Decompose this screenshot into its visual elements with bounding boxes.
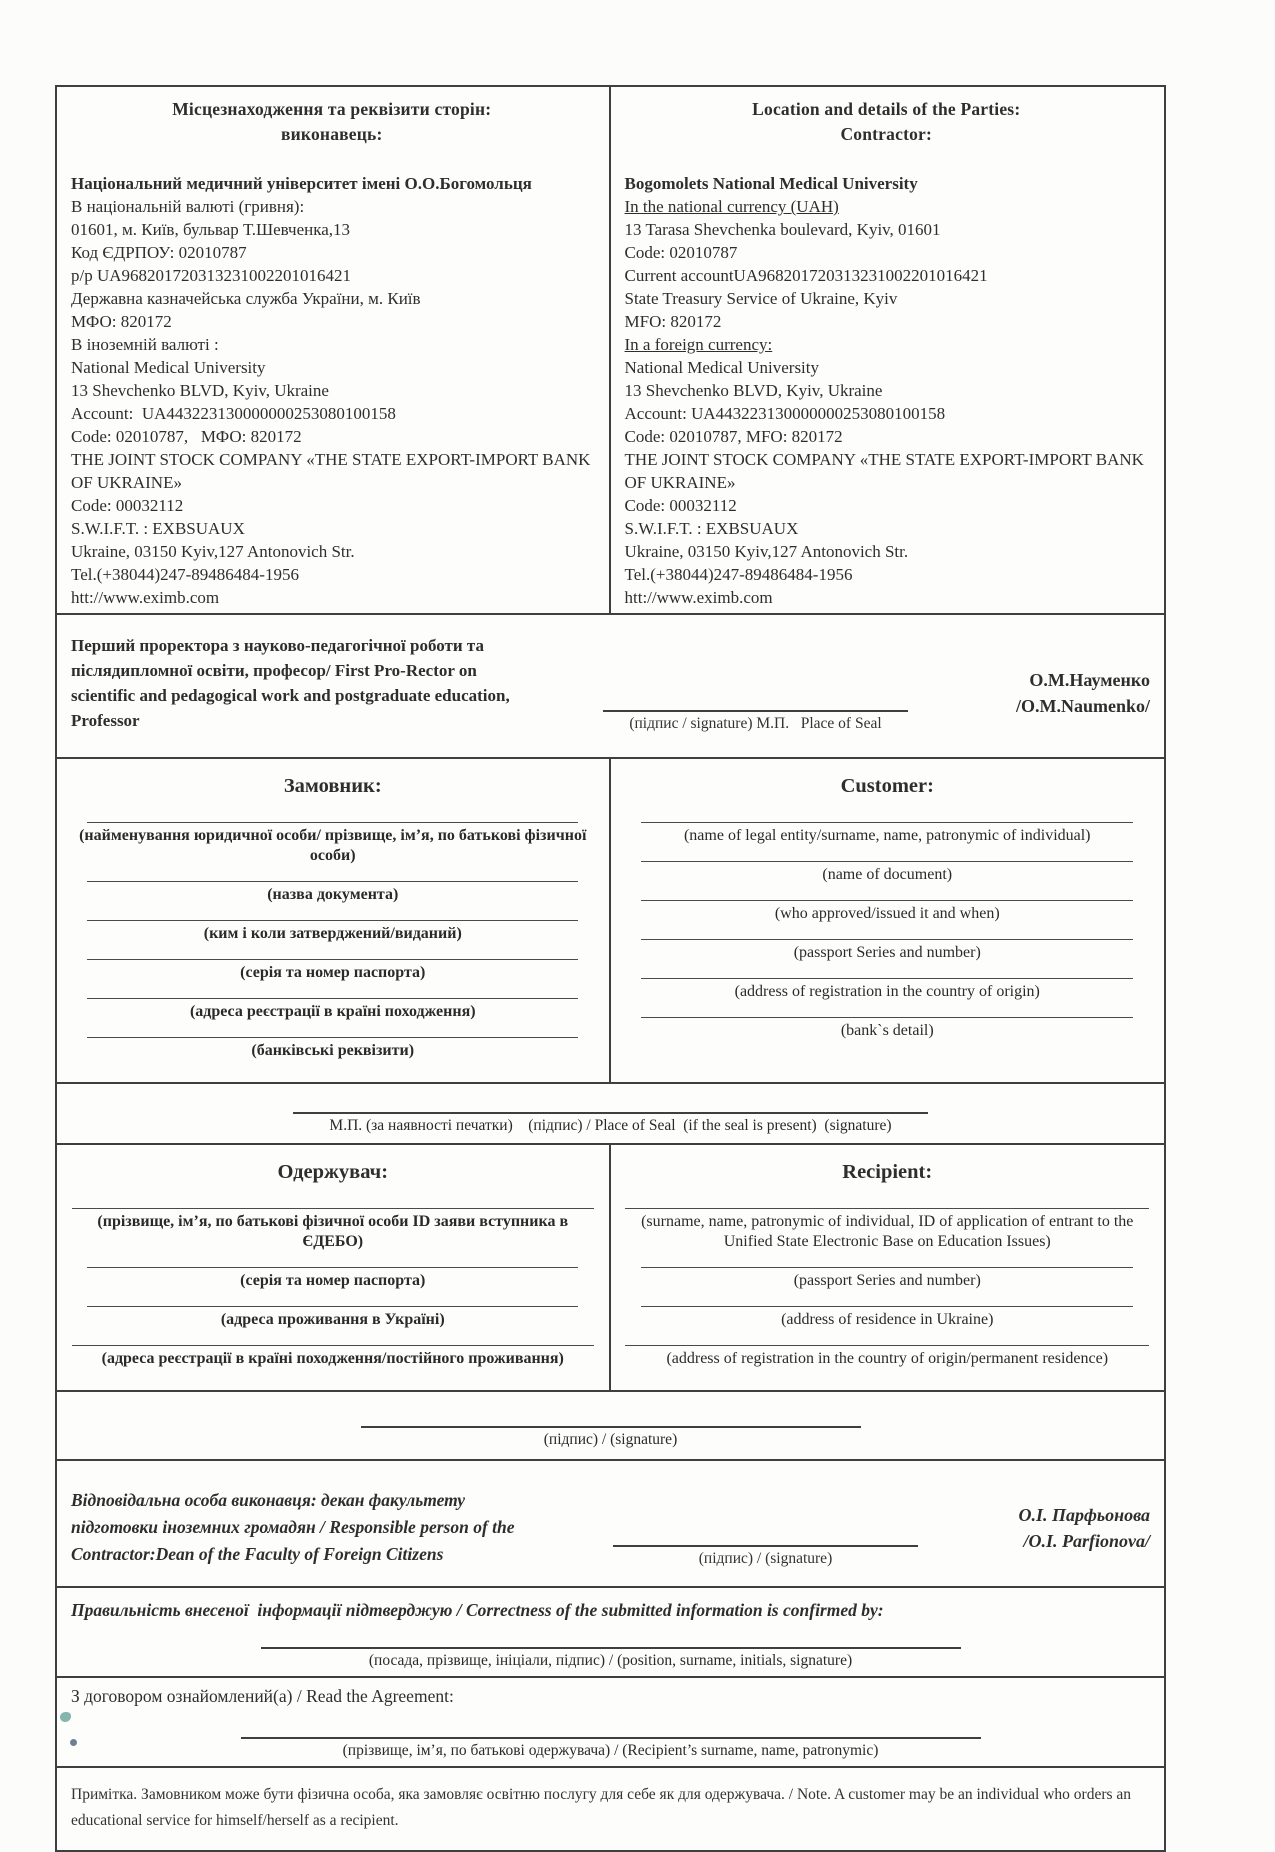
detail-line: Code: 02010787, МФО: 820172 — [71, 427, 302, 446]
contract-form — [55, 85, 1166, 1852]
detail-line: 13 Tarasa Shevchenka boulevard, Kyiv, 01601 — [624, 220, 941, 239]
agreement-title: З договором ознайомлений(а) / Read the Agreement: — [71, 1686, 454, 1706]
parties-details-section — [57, 87, 1164, 613]
signature-line — [241, 1737, 981, 1739]
form-field — [623, 1267, 1153, 1291]
form-field — [69, 959, 597, 983]
name-ua: О.І. Парфьонова — [1018, 1505, 1150, 1525]
recipient-ua — [57, 1145, 611, 1390]
form-field — [623, 1208, 1153, 1252]
form-field — [623, 939, 1153, 963]
prorector-signature-area — [603, 633, 908, 733]
detail-line: S.W.I.F.T. : EXBSUAUX — [71, 519, 245, 538]
prorector-signature-section — [57, 613, 1164, 757]
fill-in-line — [87, 920, 578, 921]
form-field — [623, 1345, 1153, 1369]
org-name: Bogomolets National Medical University — [624, 174, 918, 193]
form-field — [69, 822, 597, 866]
fill-in-line — [87, 1267, 578, 1268]
form-field — [623, 822, 1153, 846]
name-en: /O.I. Parfionova/ — [1023, 1531, 1150, 1551]
form-field — [69, 881, 597, 905]
detail-line: В іноземній валюті : — [71, 335, 219, 354]
field-caption: (surname, name, patronymic of individual, ID of application of entrant to the Unified State Electronic Base on Education Issues) — [641, 1213, 1138, 1250]
detail-line: S.W.I.F.T. : EXBSUAUX — [624, 519, 799, 538]
detail-line: р/р UA968201720313231002201016421 — [71, 266, 352, 285]
field-caption: (найменування юридичної особи/ прізвище, ім’я, по батькові фізичної особи) — [79, 827, 591, 864]
fill-in-line — [87, 1306, 578, 1307]
detail-line: State Treasury Service of Ukraine, Kyiv — [624, 289, 898, 308]
scan-artifact-dot — [70, 1739, 77, 1746]
form-field — [623, 861, 1153, 885]
detail-line: MFO: 820172 — [624, 312, 722, 331]
detail-line: In the national currency (UAH) — [624, 197, 839, 216]
detail-line: 13 Shevchenko BLVD, Kyiv, Ukraine — [624, 381, 883, 400]
responsible-signature-area — [613, 1487, 918, 1568]
form-field — [623, 900, 1153, 924]
field-caption: (серія та номер паспорта) — [240, 964, 426, 981]
responsible-name — [918, 1487, 1150, 1568]
recipient-en — [611, 1145, 1165, 1390]
field-caption: (ким і коли затверджений/виданий) — [203, 925, 462, 942]
name-ua: О.М.Науменко — [1029, 670, 1150, 690]
prorector-name — [908, 633, 1150, 733]
field-caption: (прізвище, ім’я, по батькові фізичної особи ID заяви вступника в ЄДЕБО) — [97, 1213, 573, 1250]
header-line: виконавець: — [280, 124, 383, 144]
detail-line: Code: 02010787 — [624, 243, 738, 262]
detail-line: Державна казначейська служба України, м. Київ — [71, 289, 421, 308]
field-caption: (bank`s detail) — [840, 1022, 934, 1039]
signature-line — [293, 1112, 928, 1114]
form-field — [623, 978, 1153, 1002]
form-field — [69, 1267, 597, 1291]
field-caption: (банківські реквізити) — [251, 1042, 415, 1059]
signature-line — [613, 1545, 918, 1547]
fill-in-line — [641, 978, 1133, 979]
fill-in-line — [641, 900, 1133, 901]
signature-caption: (підпис / signature) М.П. Place of Seal — [629, 715, 882, 732]
customer-ua — [57, 759, 611, 1082]
field-caption: (passport Series and number) — [793, 944, 981, 961]
responsible-title: Відповідальна особа виконавця: декан факультету підготовки іноземних громадян / Responsible person of the Contractor:Dean of the Faculty of Foreign Citizens — [71, 1490, 515, 1564]
recipient-header-en: Recipient: — [842, 1161, 933, 1183]
form-field — [623, 1017, 1153, 1041]
signature-caption: (підпис) / (signature) — [543, 1431, 678, 1448]
form-field — [69, 1037, 597, 1061]
signature-strip-section — [57, 1390, 1164, 1459]
customer-section — [57, 757, 1164, 1082]
detail-line: Ukraine, 03150 Kyiv,127 Antonovich Str. — [71, 542, 355, 561]
form-field — [69, 920, 597, 944]
detail-line: Tel.(+38044)247-89486484-1956 — [624, 565, 853, 584]
seal-caption: М.П. (за наявності печатки) (підпис) / Place of Seal (if the seal is present) (signature) — [329, 1117, 892, 1134]
fill-in-line — [87, 998, 578, 999]
prorector-title: Перший проректора з науково-педагогічної роботи та післядипломної освіти, професор/ First Pro-Rector on scientific and pedagogical work and postgraduate education, Professor — [71, 636, 510, 730]
detail-line: 13 Shevchenko BLVD, Kyiv, Ukraine — [71, 381, 329, 400]
customer-header-ua: Замовник: — [283, 775, 382, 797]
header-line: Location and details of the Parties: — [752, 99, 1021, 119]
correctness-caption: (посада, прізвище, ініціали, підпис) / (position, surname, initials, signature) — [368, 1652, 853, 1669]
org-name: Національний медичний університет імені О.О.Богомольця — [71, 174, 532, 193]
field-caption: (address of registration in the country of origin) — [734, 983, 1040, 1000]
detail-line: Code: 00032112 — [624, 496, 737, 515]
agreement-caption: (прізвище, ім’я, по батькові одержувача) / (Recipient’s surname, name, patronymic) — [342, 1742, 879, 1759]
field-caption: (who approved/issued it and when) — [774, 905, 1000, 922]
correctness-section — [57, 1586, 1164, 1676]
customer-header-en: Customer: — [840, 775, 934, 797]
detail-line: В національній валюті (гривня): — [71, 197, 305, 216]
field-caption: (name of legal entity/surname, name, patronymic of individual) — [683, 827, 1091, 844]
website-url: htt://www.eximb.com — [624, 588, 773, 607]
detail-line: THE JOINT STOCK COMPANY «THE STATE EXPORT-IMPORT BANK OF UKRAINE» — [71, 450, 595, 492]
contractor-details-en — [625, 172, 1149, 609]
fill-in-line — [641, 1267, 1133, 1268]
field-caption: (passport Series and number) — [793, 1272, 981, 1289]
field-caption: (адреса реєстрації в країні походження/постійного проживання) — [101, 1350, 564, 1367]
detail-line: Code: 00032112 — [71, 496, 184, 515]
parties-details-en — [611, 87, 1165, 613]
fill-in-line — [641, 1306, 1133, 1307]
customer-en — [611, 759, 1165, 1082]
field-caption: (name of document) — [822, 866, 953, 883]
form-field — [69, 998, 597, 1022]
fill-in-line — [641, 822, 1133, 823]
form-field — [69, 1306, 597, 1330]
signature-caption: (підпис) / (signature) — [698, 1550, 833, 1567]
detail-line: Account: UA443223130000000253080100158 — [624, 404, 946, 423]
fill-in-line — [87, 959, 578, 960]
detail-line: Tel.(+38044)247-89486484-1956 — [71, 565, 299, 584]
agreement-section — [57, 1676, 1164, 1766]
seal-strip-section — [57, 1082, 1164, 1143]
responsible-person-section — [57, 1459, 1164, 1586]
detail-line: Account: UA443223130000000253080100158 — [71, 404, 396, 423]
detail-line: National Medical University — [71, 358, 266, 377]
website-url: htt://www.eximb.com — [71, 588, 220, 607]
fill-in-line — [641, 939, 1133, 940]
detail-line: МФО: 820172 — [71, 312, 172, 331]
fill-in-line — [625, 1345, 1149, 1346]
contractor-details-ua — [71, 172, 593, 609]
fill-in-line — [641, 1017, 1133, 1018]
form-field — [69, 1208, 597, 1252]
name-en: /O.M.Naumenko/ — [1015, 696, 1150, 716]
correctness-title: Правильність внесеної інформації підтверджую / Correctness of the submitted information is confirmed by: — [71, 1600, 884, 1620]
field-caption: (назва документа) — [267, 886, 399, 903]
fill-in-line — [72, 1208, 594, 1209]
field-caption: (адреса реєстрації в країні походження) — [189, 1003, 476, 1020]
recipient-header-ua: Одержувач: — [277, 1161, 389, 1183]
detail-line: Current accountUA968201720313231002201016421 — [624, 266, 988, 285]
field-caption: (адреса проживання в Україні) — [220, 1311, 445, 1328]
form-field — [69, 1345, 597, 1369]
parties-details-ua — [57, 87, 611, 613]
signature-line — [603, 710, 908, 712]
signature-line — [261, 1647, 961, 1649]
fill-in-line — [72, 1345, 594, 1346]
note-text: Примітка. Замовником може бути фізична особа, яка замовляє освітню послугу для себе як для одержувача. / Note. A customer may be an individual who orders an educational service for himself/herself as a recipient. — [71, 1786, 1132, 1829]
field-caption: (серія та номер паспорта) — [240, 1272, 426, 1289]
header-line: Місцезнаходження та реквізити сторін: — [172, 99, 492, 119]
detail-line: 01601, м. Київ, бульвар Т.Шевченка,13 — [71, 220, 351, 239]
detail-line: In a foreign currency: — [624, 335, 773, 354]
section-header-ua — [71, 97, 593, 147]
field-caption: (address of registration in the country of origin/permanent residence) — [666, 1350, 1109, 1367]
fill-in-line — [641, 861, 1133, 862]
fill-in-line — [625, 1208, 1149, 1209]
fill-in-line — [87, 881, 578, 882]
note-section — [57, 1766, 1164, 1850]
fill-in-line — [87, 1037, 578, 1038]
detail-line: Ukraine, 03150 Kyiv,127 Antonovich Str. — [624, 542, 909, 561]
header-line: Contractor: — [840, 124, 933, 144]
fill-in-line — [87, 822, 578, 823]
detail-line: National Medical University — [624, 358, 820, 377]
signature-line — [361, 1426, 861, 1428]
detail-line: Код ЄДРПОУ: 02010787 — [71, 243, 247, 262]
detail-line: THE JOINT STOCK COMPANY «THE STATE EXPORT-IMPORT BANK OF UKRAINE» — [624, 450, 1149, 492]
field-caption: (address of residence in Ukraine) — [781, 1311, 994, 1328]
form-field — [623, 1306, 1153, 1330]
detail-line: Code: 02010787, MFO: 820172 — [624, 427, 843, 446]
section-header-en — [625, 97, 1149, 147]
recipient-section — [57, 1143, 1164, 1390]
